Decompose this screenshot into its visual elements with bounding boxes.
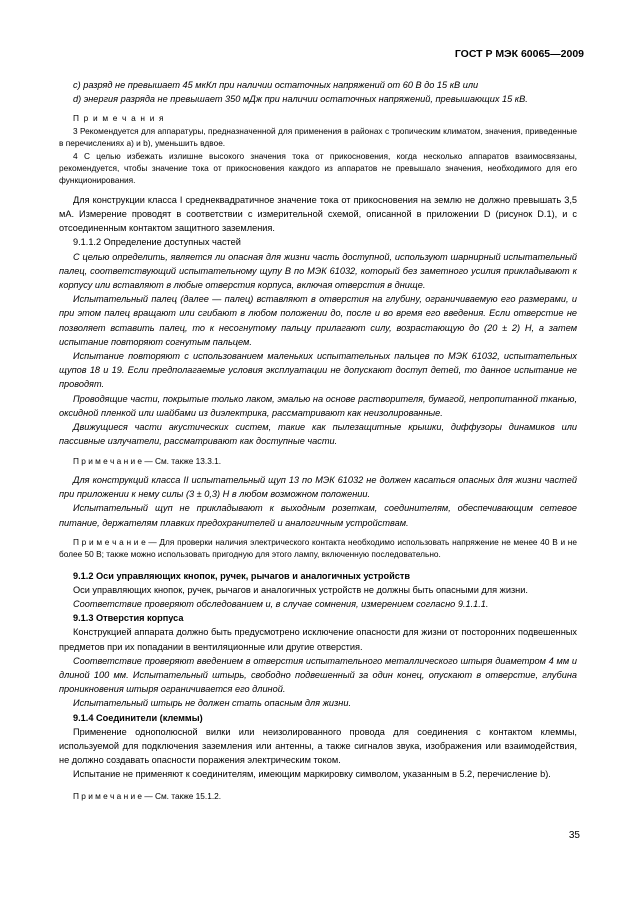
probe-paragraph: Испытательный щуп не прикладывают к выходным розеткам, соединителям, обеспечивающим сетевое питание, держателям плавких предохранителей и аналогичным устройствам. — [59, 503, 577, 528]
note-4: 4 С целью избежать излишне высокого значения тока от прикосновения, когда несколько аппаратов взаимосвязаны, рекомендуется, чтобы значение тока от прикосновения каждого из аппаратов не превышало значения, необходимого для его функционирования. — [59, 150, 577, 186]
lacquer-paragraph: Проводящие части, покрытые только лаком, эмалью на основе растворителя, бумагой, непропитанной тканью, оксидной пленкой или шайбами из диэлектрика, рассматривают как неизолированные. — [59, 393, 577, 418]
finger-procedure-paragraph: Испытательный палец (далее — палец) вставляют в отверстия на глубину, ограничиваемую его размерами, и при этом палец вращают или сгибают в любом положении до, после и во время его введения. Если отверстие не позволяет вставить палец, то к несогнутому пальцу прилагают силу, возрастающую до (20 ± 2) Н, а затем испытание повторяют согнутым пальцем. — [59, 294, 577, 347]
moving-parts-paragraph: Движущиеся части акустических систем, такие как пылезащитные крышки, диффузоры динамиков или пассивные излучатели, рассматривают как доступные части. — [59, 422, 577, 447]
heading-9-1-3: 9.1.3 Отверстия корпуса — [73, 613, 184, 624]
heading-9-1-2: 9.1.2 Оси управляющих кнопок, ручек, рычагов и аналогичных устройств — [73, 570, 411, 581]
note-see-13-3-1: П р и м е ч а н и е — См. также 13.3.1. — [73, 455, 222, 466]
note-see-15-1-2: П р и м е ч а н и е — См. также 15.1.2. — [73, 790, 222, 801]
finger-paragraph: С целью определить, является ли опасная для жизни часть доступной, используют шарнирный испытательный палец, соответствующий испытательному щупу В по МЭК 61032, который без заметного усилия прикладывают к корпусу или вставляют в любые отверстия корпуса, включая отверстия в днище. — [59, 251, 577, 291]
item-d: d) энергия разряда не превышает 350 мДж при наличии остаточных напряжений, превышающих 15 кВ. — [73, 94, 528, 105]
plug-paragraph: Применение однополюсной вилки или неизолированного провода для соединения с контактом клеммы, используемой для подключения заземления или антенны, а также сигналов звука, изображения или взаимодействия, не должно создавать опасности поражения электрическим током. — [59, 726, 577, 766]
item-c: с) разряд не превышает 45 мкКл при наличии остаточных напряжений от 60 В до 15 кВ или — [73, 80, 479, 90]
axes-paragraph: Оси управляющих кнопок, ручек, рычагов и аналогичных устройств не должны быть опасными для жизни. — [73, 584, 528, 595]
note-3: 3 Рекомендуется для аппаратуры, предназначенной для применения в районах с тропическим климатом, значения, приведенные в перечислениях а) и b), уменьшить вдвое. — [59, 125, 577, 149]
conformity-9-1-2: Соответствие проверяют обследованием и, в случае сомнения, измерением согласно 9.1.1.1. — [73, 598, 489, 609]
note-lamp: П р и м е ч а н и е — Для проверки наличия электрического контакта необходимо использовать напряжение не менее 40 В и не более 50 В; также можно использовать пригодную для этого лампу, включенную последовательно. — [59, 536, 577, 560]
openings-paragraph: Конструкцией аппарата должно быть предусмотрено исключение опасности для жизни от посторонних подвешенных предметов при их попадании в вентиляционные или другие отверстия. — [59, 627, 577, 652]
class-2-paragraph: Для конструкций класса II испытательный щуп 13 по МЭК 61032 не должен касаться опасных для жизни частей при приложении к нему силы (3 ± 0,3) Н в любом возможном положении. — [59, 474, 577, 500]
marking-paragraph: Испытание не применяют к соединителям, имеющим маркировку символом, указанным в 5.2, перечисление b). — [73, 769, 551, 780]
repeat-test-paragraph: Испытание повторяют с использованием маленьких испытательных пальцев по МЭК 61032, испытательных щупов 18 и 19. Если предполагаемые условия эксплуатации не допускают доступ детей, то данное испытание не проводят. — [59, 351, 577, 390]
page-body — [59, 78, 577, 802]
heading-9-1-4: 9.1.4 Соединители (клеммы) — [73, 712, 203, 723]
pin-test-paragraph: Соответствие проверяют введением в отверстия испытательного металлического штыря диаметром 4 мм и длиной 100 мм. Испытательный штырь, свободно подвешенный за один конец, опускают в отверстие, глубина проникновения штыря ограничивается его длиной. — [59, 655, 577, 695]
notes-label: П р и м е ч а н и я — [73, 113, 165, 124]
page-number: 35 — [568, 830, 580, 841]
standard-header: ГОСТ Р МЭК 60065—2009 — [454, 48, 584, 60]
pin-result-paragraph: Испытательный штырь не должен стать опасным для жизни. — [73, 698, 352, 709]
subsection-9-1-1-2: 9.1.1.2 Определение доступных частей — [73, 237, 241, 248]
class-1-paragraph: Для конструкции класса I среднеквадратичное значение тока от прикосновения на землю не должно превышать 3,5 мА. Измерение проводят в соответствии с измерительной схемой, описанной в приложении D (рисунок D.1), и с отсоединенным контактом защитного заземления. — [59, 194, 577, 234]
